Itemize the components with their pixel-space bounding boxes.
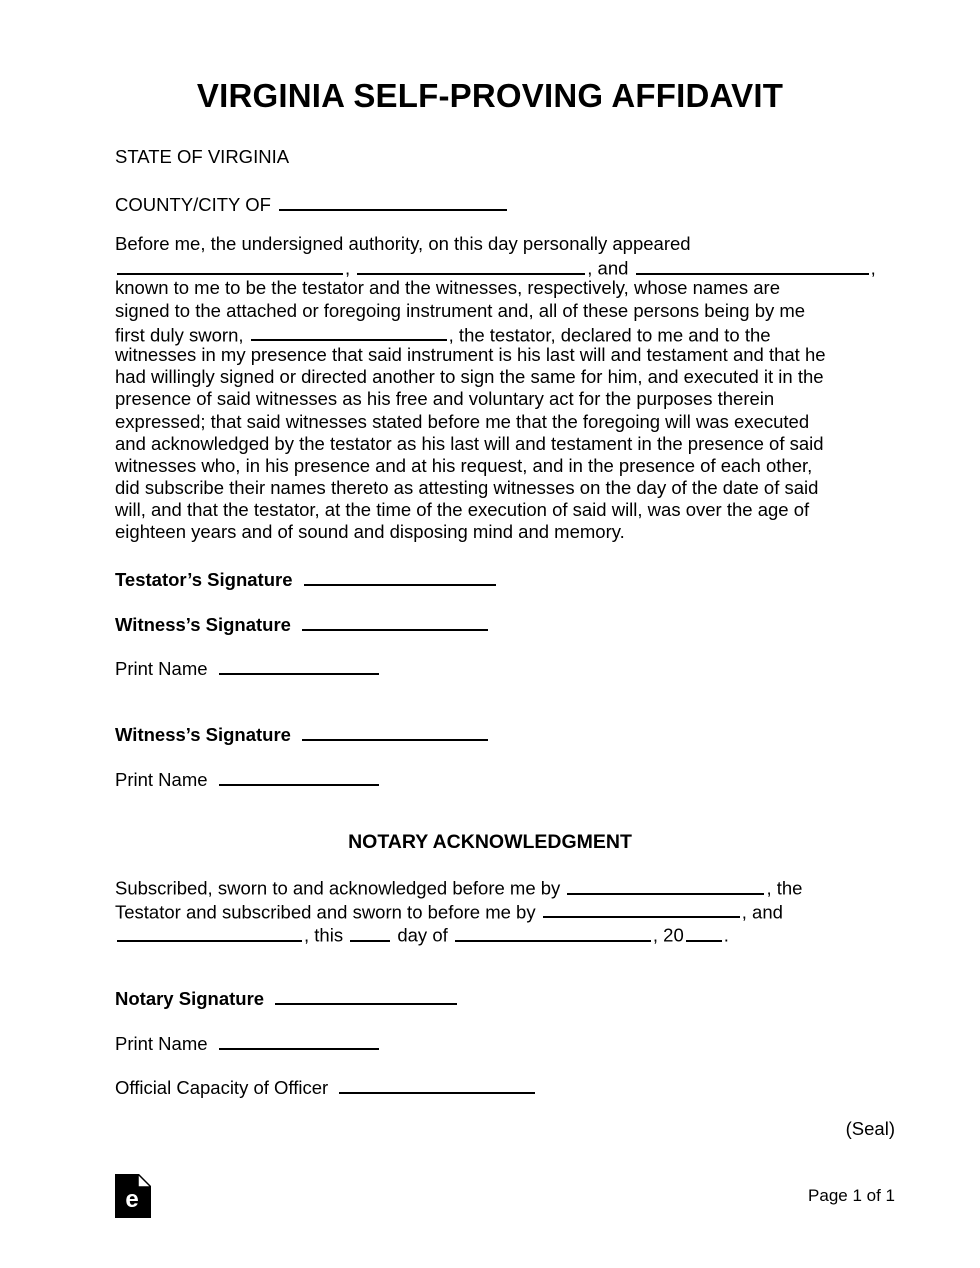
body-line-13: will, and that the testator, at the time of the execution of said will, was over the age of (115, 499, 810, 521)
body-line-8: presence of said witnesses as his free and voluntary act for the purposes therein (115, 388, 775, 410)
witness-1-print-name-blank[interactable] (219, 655, 379, 675)
notary-witness2-name-blank[interactable] (117, 922, 302, 942)
body-line-2 (115, 255, 876, 279)
appeared-name-3-blank[interactable] (636, 255, 869, 275)
notary-signature-row (115, 985, 459, 1010)
testator-signature-label: Testator’s Signature (115, 568, 293, 590)
body-line-6: witnesses in my presence that said instrument is his last will and testament and that he (115, 343, 826, 365)
witness-1-print-name-label: Print Name (115, 657, 208, 679)
notary-line-1 (115, 875, 875, 899)
witness-2-print-name-blank[interactable] (219, 766, 379, 786)
notary-year-blank[interactable] (686, 922, 722, 942)
notary-print-name-row (115, 1030, 381, 1055)
county-city-blank[interactable] (279, 191, 507, 211)
body-line-3: known to me to be the testator and the witnesses, respectively, whose names are (115, 277, 780, 299)
body-line-12: did subscribe their names thereto as attesting witnesses on the day of the date of said (115, 477, 819, 499)
notary-line-2 (115, 899, 875, 923)
witness-2-print-name-row (115, 766, 381, 791)
notary-capacity-label: Official Capacity of Officer (115, 1076, 329, 1098)
comma-1: , (345, 257, 351, 279)
witness-1-signature-blank[interactable] (302, 611, 488, 631)
appeared-name-2-blank[interactable] (357, 255, 585, 275)
notary-year-prefix: , 20 (652, 924, 684, 946)
notary-witness-name-blank[interactable] (543, 899, 740, 919)
notary-acknowledgment-heading: NOTARY ACKNOWLEDGMENT (348, 831, 632, 853)
body-line-7: had willingly signed or directed another to sign the same for him, and executed it in the (115, 366, 824, 388)
notary-testator-name-blank[interactable] (567, 875, 764, 895)
body-line-4: signed to the attached or foregoing instrument and, all of these persons being by me (115, 299, 806, 321)
notary-day-of-text: day of (397, 924, 448, 946)
body-line-11: witnesses who, in his presence and at his request, and in the presence of each other, (115, 454, 813, 476)
witness-1-signature-label: Witness’s Signature (115, 613, 291, 635)
notary-day-blank[interactable] (350, 922, 390, 942)
testator-name-blank[interactable] (251, 322, 447, 342)
county-city-line (115, 191, 509, 216)
body-line-5 (115, 322, 860, 344)
witness-1-print-name-row (115, 655, 381, 680)
county-city-label: COUNTY/CITY OF (115, 193, 271, 215)
seal-label: (Seal) (845, 1118, 895, 1139)
body-line-1: Before me, the undersigned authority, on this day personally appeared (115, 233, 691, 254)
appeared-name-1-blank[interactable] (117, 255, 343, 275)
and-connector: , and (587, 257, 629, 279)
notary-month-blank[interactable] (455, 922, 651, 942)
notary-signature-blank[interactable] (275, 985, 457, 1005)
testator-signature-row (115, 566, 498, 591)
notary-line-1-text: Subscribed, sworn to and acknowledged before me by (115, 877, 561, 899)
svg-text:e: e (125, 1186, 139, 1213)
page-number: Page 1 of 1 (808, 1186, 895, 1205)
eforms-logo-icon[interactable] (115, 1174, 151, 1218)
notary-line-3 (115, 922, 875, 946)
affidavit-body (115, 233, 876, 544)
notary-print-name-label: Print Name (115, 1032, 208, 1054)
first-duly-sworn-text: first duly sworn, (115, 324, 244, 346)
state-line: STATE OF VIRGINIA (115, 146, 290, 167)
notary-line-1-tail: , the (766, 877, 803, 899)
notary-signature-label: Notary Signature (115, 987, 265, 1009)
notary-capacity-blank[interactable] (339, 1074, 535, 1094)
notary-period: . (723, 924, 729, 946)
witness-2-signature-label: Witness’s Signature (115, 723, 291, 745)
body-line-5-tail: , the testator, declared to me and to the (448, 324, 771, 346)
witness-2-print-name-label: Print Name (115, 768, 208, 790)
witness-2-signature-blank[interactable] (302, 721, 488, 741)
witness-1-signature-row (115, 611, 490, 636)
testator-signature-blank[interactable] (304, 566, 496, 586)
page-title: VIRGINIA SELF-PROVING AFFIDAVIT (196, 77, 784, 114)
notary-line-2-text: Testator and subscribed and sworn to before me by (115, 901, 536, 923)
body-line-10: and acknowledged by the testator as his last will and testament in the presence of said (115, 432, 824, 454)
notary-this-text: , this (304, 924, 344, 946)
notary-capacity-row (115, 1074, 537, 1099)
body-line-9: expressed; that said witnesses stated before me that the foregoing will was executed (115, 410, 810, 432)
body-line-14: eighteen years and of sound and disposing mind and memory. (115, 521, 625, 543)
notary-line-2-tail: , and (741, 901, 783, 923)
comma-2: , (870, 257, 876, 279)
notary-body (115, 875, 875, 946)
notary-print-name-blank[interactable] (219, 1030, 379, 1050)
witness-2-signature-row (115, 721, 490, 746)
